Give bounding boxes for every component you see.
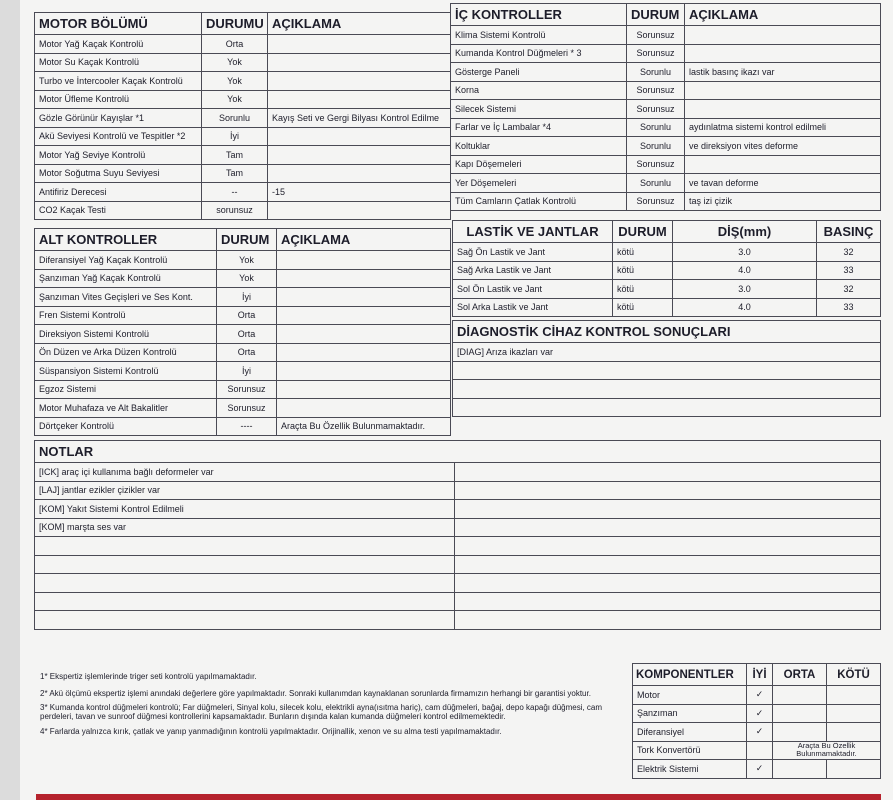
alt-table	[34, 228, 451, 436]
item-desc	[277, 269, 451, 288]
note-line: [LAJ] jantlar ezikler çizikler var	[35, 481, 455, 500]
table-row	[35, 72, 451, 91]
item-label: Yer Döşemeleri	[451, 174, 627, 193]
note-line	[35, 611, 455, 630]
motor-title: MOTOR BÖLÜMÜ	[35, 13, 202, 35]
diag-rows	[453, 343, 881, 417]
item-status: Yok	[202, 72, 268, 91]
alt-rows	[35, 251, 451, 436]
item-label: Gözle Görünür Kayışlar *1	[35, 109, 202, 128]
component-mid-header: ORTA	[773, 664, 827, 686]
item-desc	[277, 399, 451, 418]
motor-status-header: DURUMU	[202, 13, 268, 35]
item-desc	[268, 146, 451, 165]
table-row	[35, 251, 451, 270]
table-row	[453, 343, 881, 362]
item-status: Sorunlu	[627, 137, 685, 156]
item-status: Orta	[202, 35, 268, 54]
table-row	[453, 361, 881, 380]
item-status: Sorunsuz	[217, 380, 277, 399]
ic-title: İÇ KONTROLLER	[451, 4, 627, 26]
note-line: [KOM] Yakıt Sistemi Kontrol Edilmeli	[35, 500, 455, 519]
footnotes	[40, 672, 625, 736]
item-desc	[268, 201, 451, 220]
table-row	[35, 90, 451, 109]
note-line	[35, 537, 455, 556]
item-desc: lastik basınç ikazı var	[685, 63, 881, 82]
footnote-4: 4* Farlarda yalnızca kırık, çatlak ve yanıp yanmadığının kontrolü yapılmaktadır. Orijinallik, xenon ve su alma testi yapılmamaktadır.	[40, 727, 502, 736]
motor-rows	[35, 35, 451, 220]
item-label: Şanzıman Yağ Kaçak Kontrolü	[35, 269, 217, 288]
item-desc	[268, 127, 451, 146]
item-desc	[685, 26, 881, 45]
item-desc: taş izi çizik	[685, 192, 881, 211]
item-label: Koltuklar	[451, 137, 627, 156]
diag-line	[453, 398, 881, 417]
item-desc	[685, 100, 881, 119]
notes-table	[34, 440, 881, 630]
item-extra: 32	[817, 243, 881, 262]
diag-title: DİAGNOSTİK CİHAZ KONTROL SONUÇLARI	[453, 321, 881, 343]
item-desc: ve tavan deforme	[685, 174, 881, 193]
item-desc	[268, 53, 451, 72]
item-status: Sorunlu	[627, 63, 685, 82]
diag-line	[453, 361, 881, 380]
table-row	[35, 574, 881, 593]
ic-rows	[451, 26, 881, 211]
item-status: Sorunsuz	[627, 100, 685, 119]
table-row	[35, 463, 881, 482]
table-row	[451, 118, 881, 137]
ic-table	[450, 3, 881, 211]
table-row	[451, 192, 881, 211]
item-label: Sol Ön Lastik ve Jant	[453, 280, 613, 299]
item-status: Tam	[202, 146, 268, 165]
table-row	[633, 760, 881, 779]
component-title: KOMPONENTLER	[633, 664, 747, 686]
table-row	[35, 343, 451, 362]
footer-band	[36, 794, 881, 800]
component-good: ✓	[747, 704, 773, 723]
item-status: Sorunsuz	[627, 192, 685, 211]
component-good-header: İYİ	[747, 664, 773, 686]
table-row	[453, 243, 881, 262]
note-line-right	[455, 481, 881, 500]
item-status: Yok	[202, 90, 268, 109]
item-desc: 4.0	[673, 261, 817, 280]
item-status: sorunsuz	[202, 201, 268, 220]
footnote-1: 1* Ekspertiz işlemlerinde triger seti kontrolü yapılmamaktadır.	[40, 672, 257, 681]
table-row	[35, 306, 451, 325]
table-row	[35, 164, 451, 183]
item-desc	[277, 380, 451, 399]
table-row	[35, 537, 881, 556]
item-label: Ön Düzen ve Arka Düzen Kontrolü	[35, 343, 217, 362]
item-label: Gösterge Paneli	[451, 63, 627, 82]
item-status: Sorunsuz	[217, 399, 277, 418]
item-desc: -15	[268, 183, 451, 202]
table-row	[451, 44, 881, 63]
note-line-right	[455, 592, 881, 611]
component-bad	[827, 760, 881, 779]
item-label: Kapı Döşemeleri	[451, 155, 627, 174]
table-row	[35, 500, 881, 519]
note-line-right	[455, 611, 881, 630]
table-row	[35, 109, 451, 128]
item-label: Sağ Arka Lastik ve Jant	[453, 261, 613, 280]
item-label: Sağ Ön Lastik ve Jant	[453, 243, 613, 262]
table-row	[35, 362, 451, 381]
item-status: Sorunsuz	[627, 26, 685, 45]
item-desc	[277, 343, 451, 362]
note-line-right	[455, 537, 881, 556]
component-mid	[773, 723, 827, 742]
tire-status-header: DURUM	[613, 221, 673, 243]
table-row	[35, 35, 451, 54]
item-label: Turbo ve İntercooler Kaçak Kontrolü	[35, 72, 202, 91]
notes-rows	[35, 463, 881, 630]
item-label: Motor Yağ Kaçak Kontrolü	[35, 35, 202, 54]
item-status: Orta	[217, 306, 277, 325]
table-row	[35, 481, 881, 500]
note-line	[35, 574, 455, 593]
item-status: Sorunsuz	[627, 155, 685, 174]
diag-table	[452, 320, 881, 417]
component-name: Elektrik Sistemi	[633, 760, 747, 779]
table-row	[35, 555, 881, 574]
component-mid	[773, 686, 827, 705]
motor-desc-header: AÇIKLAMA	[268, 13, 451, 35]
item-status: --	[202, 183, 268, 202]
item-status: Tam	[202, 164, 268, 183]
component-good: ✓	[747, 686, 773, 705]
item-label: Dörtçeker Kontrolü	[35, 417, 217, 436]
note-line	[35, 592, 455, 611]
component-table	[632, 663, 881, 779]
component-mid	[773, 760, 827, 779]
note-line-right	[455, 518, 881, 537]
item-label: Egzoz Sistemi	[35, 380, 217, 399]
tire-table	[452, 220, 881, 317]
item-desc: ve direksiyon vites deforme	[685, 137, 881, 156]
component-name: Tork Konvertörü	[633, 741, 747, 760]
tire-title: LASTİK VE JANTLAR	[453, 221, 613, 243]
table-row	[451, 155, 881, 174]
motor-table	[34, 12, 451, 220]
component-name: Şanzıman	[633, 704, 747, 723]
table-row	[453, 280, 881, 299]
tire-pressure-header: BASINÇ	[817, 221, 881, 243]
item-status: kötü	[613, 298, 673, 317]
table-row	[633, 723, 881, 742]
tire-tread-header: DİŞ(mm)	[673, 221, 817, 243]
table-row	[35, 417, 451, 436]
component-good: ✓	[747, 723, 773, 742]
item-status: kötü	[613, 243, 673, 262]
table-row	[35, 518, 881, 537]
footnote-3: 3* Kumanda kontrol düğmeleri kontrolü; Far düğmeleri, Sinyal kolu, silecek kolu, elektrikli ayna(ısıtma hariç), cam düğmeleri, bağaj, depo kapağı düğmesi, cam perdeleri, tavan ve sunroof düğmesi kontrollerini kapsamaktadır. Bunların dışında kalan kumanda düğmeleri kontrol edilmemektedir.	[40, 703, 603, 721]
note-line-right	[455, 500, 881, 519]
component-good: ✓	[747, 760, 773, 779]
item-desc	[268, 35, 451, 54]
ic-status-header: DURUM	[627, 4, 685, 26]
item-status: İyi	[217, 288, 277, 307]
component-bad	[827, 686, 881, 705]
table-row	[451, 137, 881, 156]
table-row	[451, 26, 881, 45]
table-row	[35, 325, 451, 344]
table-row	[35, 611, 881, 630]
item-label: Motor Muhafaza ve Alt Bakalitler	[35, 399, 217, 418]
table-row	[35, 146, 451, 165]
item-status: Sorunsuz	[627, 81, 685, 100]
item-status: İyi	[217, 362, 277, 381]
item-desc: 3.0	[673, 243, 817, 262]
table-row	[451, 81, 881, 100]
item-label: Antifiriz Derecesi	[35, 183, 202, 202]
table-row	[633, 741, 881, 760]
item-desc	[277, 288, 451, 307]
item-label: Sol Arka Lastik ve Jant	[453, 298, 613, 317]
item-desc	[277, 251, 451, 270]
item-desc	[277, 325, 451, 344]
item-status: Orta	[217, 325, 277, 344]
item-label: Motor Yağ Seviye Kontrolü	[35, 146, 202, 165]
item-label: Klima Sistemi Kontrolü	[451, 26, 627, 45]
item-status: İyi	[202, 127, 268, 146]
table-row	[35, 380, 451, 399]
note-line: [KOM] marşta ses var	[35, 518, 455, 537]
item-label: Tüm Camların Çatlak Kontrolü	[451, 192, 627, 211]
item-desc: 4.0	[673, 298, 817, 317]
item-desc: Kayış Seti ve Gergi Bilyası Kontrol Edilme	[268, 109, 451, 128]
component-bad	[827, 704, 881, 723]
item-desc	[277, 362, 451, 381]
item-label: Silecek Sistemi	[451, 100, 627, 119]
note-line: [ICK] araç içi kullanıma bağlı deformeler var	[35, 463, 455, 482]
item-label: Korna	[451, 81, 627, 100]
tire-rows	[453, 243, 881, 317]
table-row	[451, 63, 881, 82]
component-mid	[773, 704, 827, 723]
item-desc	[685, 81, 881, 100]
table-row	[35, 269, 451, 288]
item-status: Yok	[217, 251, 277, 270]
item-label: Fren Sistemi Kontrolü	[35, 306, 217, 325]
item-status: Sorunlu	[627, 118, 685, 137]
item-label: Farlar ve İç Lambalar *4	[451, 118, 627, 137]
alt-title: ALT KONTROLLER	[35, 229, 217, 251]
item-label: Motor Su Kaçak Kontrolü	[35, 53, 202, 72]
alt-status-header: DURUM	[217, 229, 277, 251]
note-line-right	[455, 555, 881, 574]
item-label: Kumanda Kontrol Düğmeleri * 3	[451, 44, 627, 63]
item-status: ----	[217, 417, 277, 436]
item-label: Motor Üfleme Kontrolü	[35, 90, 202, 109]
table-row	[35, 592, 881, 611]
table-row	[453, 398, 881, 417]
item-label: Direksiyon Sistemi Kontrolü	[35, 325, 217, 344]
item-status: Sorunlu	[202, 109, 268, 128]
alt-desc-header: AÇIKLAMA	[277, 229, 451, 251]
item-label: CO2 Kaçak Testi	[35, 201, 202, 220]
item-status: Orta	[217, 343, 277, 362]
note-line-right	[455, 574, 881, 593]
footnote-2: 2* Akü ölçümü ekspertiz işlemi anındaki değerlere göre yapılmaktadır. Sonraki kullanımdan kaynaklanan sorunlarda firmamızın herhangi bir garantisi yoktur.	[40, 689, 591, 698]
item-desc	[685, 44, 881, 63]
item-status: Sorunlu	[627, 174, 685, 193]
table-row	[453, 261, 881, 280]
item-desc	[268, 90, 451, 109]
ic-desc-header: AÇIKLAMA	[685, 4, 881, 26]
item-desc	[277, 306, 451, 325]
table-row	[633, 686, 881, 705]
item-label: Motor Soğutma Suyu Seviyesi	[35, 164, 202, 183]
table-row	[35, 399, 451, 418]
item-status: kötü	[613, 261, 673, 280]
table-row	[453, 380, 881, 399]
item-desc	[268, 164, 451, 183]
item-extra: 32	[817, 280, 881, 299]
item-extra: 33	[817, 298, 881, 317]
item-desc: 3.0	[673, 280, 817, 299]
table-row	[35, 288, 451, 307]
item-extra: 33	[817, 261, 881, 280]
item-desc: Araçta Bu Özellik Bulunmamaktadır.	[277, 417, 451, 436]
table-row	[35, 127, 451, 146]
item-status: kötü	[613, 280, 673, 299]
table-row	[451, 100, 881, 119]
table-row	[453, 298, 881, 317]
component-note: Araçta Bu Özellik Bulunmamaktadır.	[773, 741, 881, 760]
table-row	[35, 53, 451, 72]
diag-line	[453, 380, 881, 399]
table-row	[633, 704, 881, 723]
note-line	[35, 555, 455, 574]
component-good	[747, 741, 773, 760]
component-bad-header: KÖTÜ	[827, 664, 881, 686]
item-desc	[685, 155, 881, 174]
table-row	[35, 183, 451, 202]
item-status: Sorunsuz	[627, 44, 685, 63]
table-row	[451, 174, 881, 193]
item-status: Yok	[217, 269, 277, 288]
diag-line: [DIAG] Arıza ikazları var	[453, 343, 881, 362]
component-bad	[827, 723, 881, 742]
notes-title: NOTLAR	[35, 441, 881, 463]
component-name: Motor	[633, 686, 747, 705]
note-line-right	[455, 463, 881, 482]
item-desc	[268, 72, 451, 91]
item-status: Yok	[202, 53, 268, 72]
item-label: Süspansiyon Sistemi Kontrolü	[35, 362, 217, 381]
item-label: Akü Seviyesi Kontrolü ve Tespitler *2	[35, 127, 202, 146]
item-label: Şanzıman Vites Geçişleri ve Ses Kont.	[35, 288, 217, 307]
table-row	[35, 201, 451, 220]
item-label: Diferansiyel Yağ Kaçak Kontrolü	[35, 251, 217, 270]
component-rows	[633, 686, 881, 779]
component-name: Diferansiyel	[633, 723, 747, 742]
item-desc: aydınlatma sistemi kontrol edilmeli	[685, 118, 881, 137]
